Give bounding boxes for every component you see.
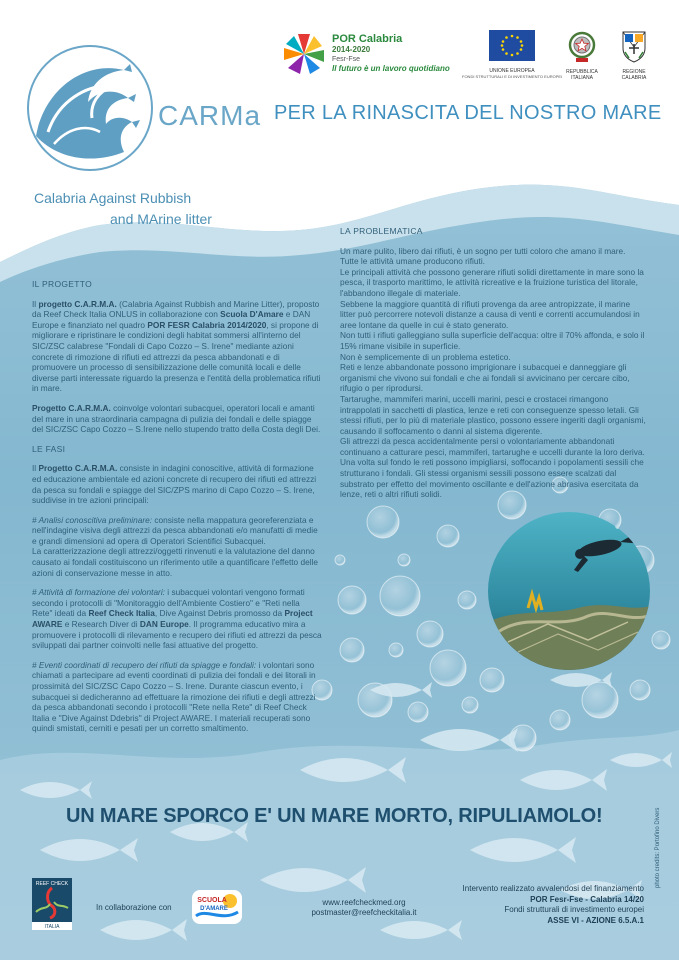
fasi-paragraph-1: Il Progetto C.A.R.M.A. consiste in indagini conoscitive, attività di formazione ed educazione ambientale ed azioni concrete di recupero dei rifiuti ed attrezzi da pesca su fondali e spiagge del SIC/ZPS marino di Capo Cozzo – S. Irene, suddivise in tre azioni principali: xyxy=(32,463,317,506)
website-link[interactable]: www.reefcheckmed.org xyxy=(322,898,406,907)
funding-line3: Fondi strutturali di investimento europei xyxy=(504,905,644,914)
project-title: CARMa xyxy=(158,100,262,131)
funding-info xyxy=(436,884,644,926)
funding-line4: ASSE VI - AZIONE 6.5.A.1 xyxy=(547,915,644,925)
por-title: POR Calabria xyxy=(332,33,403,45)
calabria-label1: REGIONE xyxy=(622,69,646,75)
headline: PER LA RINASCITA DEL NOSTRO MARE xyxy=(274,102,662,124)
problematica-line: Non tutti i rifiuti galleggiano sulla superficie dell'acqua: oltre il 70% affonda, e solo il 15% rimane visibile in superficie. xyxy=(340,330,645,351)
regione-calabria-logo xyxy=(612,30,656,81)
progetto-paragraph-1: Il progetto C.A.R.M.A. (Calabria Against Rubbish and Marine Litter), proposto da Reef Check Italia ONLUS in collaborazione con Scuola D'Amare e DAN Europe e finanziato nel quadro POR FESR Calabria 2014/2020, si propone di migliorare e ripristinare le condizioni degli habitat sommersi all'interno del SIC/ZSC calabrese "Fondali di Capo Cozzo – S. Irene" mediante azioni concrete di rimozione di rifiuti ed attrezzi da pesca abbandonati e di promuovere un processo di sensibilizzazione delle comunità locali e delle diverse parti interessate riguardo la presenza e l'entità della problematica rifiuti in mare. xyxy=(32,298,321,394)
progetto-heading: IL PROGETTO xyxy=(32,279,92,289)
problematica-line: Sebbene la maggiore quantità di rifiuti provenga da aree antropizzate, il marine litter può percorrere notevoli distanze a causa di venti e correnti accumulandosi in aree lontane da quelle in cui è stato generato. xyxy=(340,298,640,330)
scuola-damare-logo xyxy=(192,890,242,924)
fasi-formazione: # Attività di formazione dei volontari: i subacquei volontari vengono formati secondo i protocolli di "Monitoraggio dell'Ambiente Costiero" e "Reti nella Rete" ideati da Reef Check Italia, Dive Against Debris promosso da Project AWARE e Research Diver di DAN Europe. Il programma educativo mira a promuovere i protocolli di rilevamento e recupero dei rifiuti ed attrezzi da pesca sviluppati dai partner coinvolti nelle fasi attuative del progetto. xyxy=(32,587,322,651)
fasi-analisi: # Analisi conoscitiva preliminare: consiste nella mappatura georeferenziata e nell'indagine visiva degli attrezzi da pesca abbandonati e/o manufatti di medie e grandi dimensioni ad opera di Operatori Scientifici Subacquei. La caratterizzazione degli attrezzi/oggetti rinvenuti e la valutazione del danno causato ai fondali costituiscono un riferimento utile a quantificare l'effetto delle azioni di conservazione messe in atto. xyxy=(32,514,318,578)
por-motto: Il futuro è un lavoro quotidiano xyxy=(332,64,450,73)
fasi-eventi: # Eventi coordinati di recupero dei rifiuti da spiagge e fondali: i volontari sono chiamati a partecipare ad eventi coordinati di pulizia dei fondali e dei litorali in prossimità del SIC/ZSC Capo Cozzo – S. Irene. Durante ciascun evento, i subacquei si dedicheranno ad effettuare la rimozione dei rifiuti e degli attrezzi da pesca abbandonati secondo i protocolli "Rete nella Rete" di Reef Check Italia e "Dive Against Ddebris" di Project AWARE. I materiali recuperati sono quindi smistati, cerniti e pesati per un corretto smaltimento. xyxy=(32,659,316,734)
email-link[interactable]: postmaster@reefcheckitalia.it xyxy=(311,908,417,917)
photo-credits: photo credits: Portofino Divers xyxy=(655,807,661,888)
funding-line2: POR Fesr-Fse - Calabria 14/20 xyxy=(530,894,644,904)
calabria-label2: CALABRIA xyxy=(621,75,647,81)
funding-line1: Intervento realizzato avvalendosi del finanziamento xyxy=(462,884,644,893)
repubblica-logo xyxy=(560,30,604,81)
problematica-line: Le principali attività che possono generare rifiuti solidi direttamente in mare sono la pesca, il trasporto marittimo, le attività ricreative e la fruizione turistica del litorale, l'abbandono illegale di materiale. xyxy=(340,266,644,298)
left-column xyxy=(32,279,322,743)
contacts xyxy=(310,898,418,918)
right-column xyxy=(340,226,648,500)
project-subtitle-line1: Calabria Against Rubbish xyxy=(34,190,192,206)
problematica-heading: LA PROBLEMATICA xyxy=(340,226,423,236)
italian-emblem-icon xyxy=(567,30,597,64)
reef-check-italia-logo xyxy=(32,878,72,930)
problematica-line: Un mare pulito, libero dai rifiuti, è un sogno per tutti coloro che amano il mare. xyxy=(340,245,626,256)
problematica-line: Tutte le attività umane producono rifiuti. xyxy=(340,256,485,267)
por-calabria-text xyxy=(332,33,462,74)
repubblica-label2: ITALIANA xyxy=(571,75,593,81)
carma-wave-logo xyxy=(24,40,154,175)
por-calabria-logo xyxy=(282,32,326,76)
reef-logo-text: REEF CHECK xyxy=(35,881,69,887)
problematica-line: Reti e lenze abbandonate possono imprigionare i subacquei e danneggiare gli organismi che vivono sui fondali e che ai fondali si avvicinano per cercare cibo, rifugio o per riprodursi. xyxy=(340,362,630,394)
collaboration-label: In collaborazione con xyxy=(96,903,172,912)
progetto-paragraph-2: Progetto C.A.R.M.A. coinvolge volontari subacquei, operatori locali e amanti del mare in una straordinaria campagna di pulizia dei fondali e delle spiagge del SIC/ZSC Capo Cozzo – S.Irene nello stupendo tratto della Costa degli Dei. xyxy=(32,402,321,435)
diver-photo xyxy=(488,512,650,670)
problematica-line: Non è semplicemente di un problema estetico. xyxy=(340,351,511,362)
scuola-text-2: D'AMARE xyxy=(200,906,228,912)
eu-logo xyxy=(462,30,563,79)
calabria-shield-icon xyxy=(621,30,647,64)
por-years: 2014-2020 xyxy=(332,45,371,54)
por-fund: Fesr-Fse xyxy=(332,56,360,63)
scuola-text-1: SCUOLA xyxy=(197,897,227,904)
reef-logo-sub: ITALIA xyxy=(44,924,60,930)
project-subtitle-line2: and MArine litter xyxy=(110,211,212,227)
fasi-heading: LE FASI xyxy=(32,443,66,454)
problematica-line: Tartarughe, mammiferi marini, uccelli marini, pesci e crostacei rimangono intrappolati in sacchetti di plastica, lenze e reti con conseguenze spesso letali. Gli stessi rifiuti, per lo più di materiale plastico, possono essere ingeriti dagli organismi, causando il soffocamento o danni al sistema digerente. xyxy=(340,393,646,436)
problematica-line: Gli attrezzi da pesca accidentalmente persi o volontariamente abbandonati continuano a catturare pesci, mammiferi, tartarughe e uccelli durante la loro deriva. Una volta sul fondo le reti possono impigliarsi, soffocando i popolamenti sessili che strutturano i fondali. Gli stessi organismi sessili possono essere scalzati dal substrato per effetto del movimento oscillante e dell'azione abrasiva esercitata da lenze, reti o altri rifiuti solidi. xyxy=(340,436,645,500)
repubblica-label1: REPUBBLICA xyxy=(566,69,598,75)
eu-flag-icon xyxy=(489,30,535,61)
eu-sublabel: FONDI STRUTTURALI E DI INVESTIMENTO EUROPEI xyxy=(462,74,563,79)
slogan: UN MARE SPORCO E' UN MARE MORTO, RIPULIAMOLO! xyxy=(66,805,603,827)
eu-label: UNIONE EUROPEA xyxy=(489,68,535,74)
